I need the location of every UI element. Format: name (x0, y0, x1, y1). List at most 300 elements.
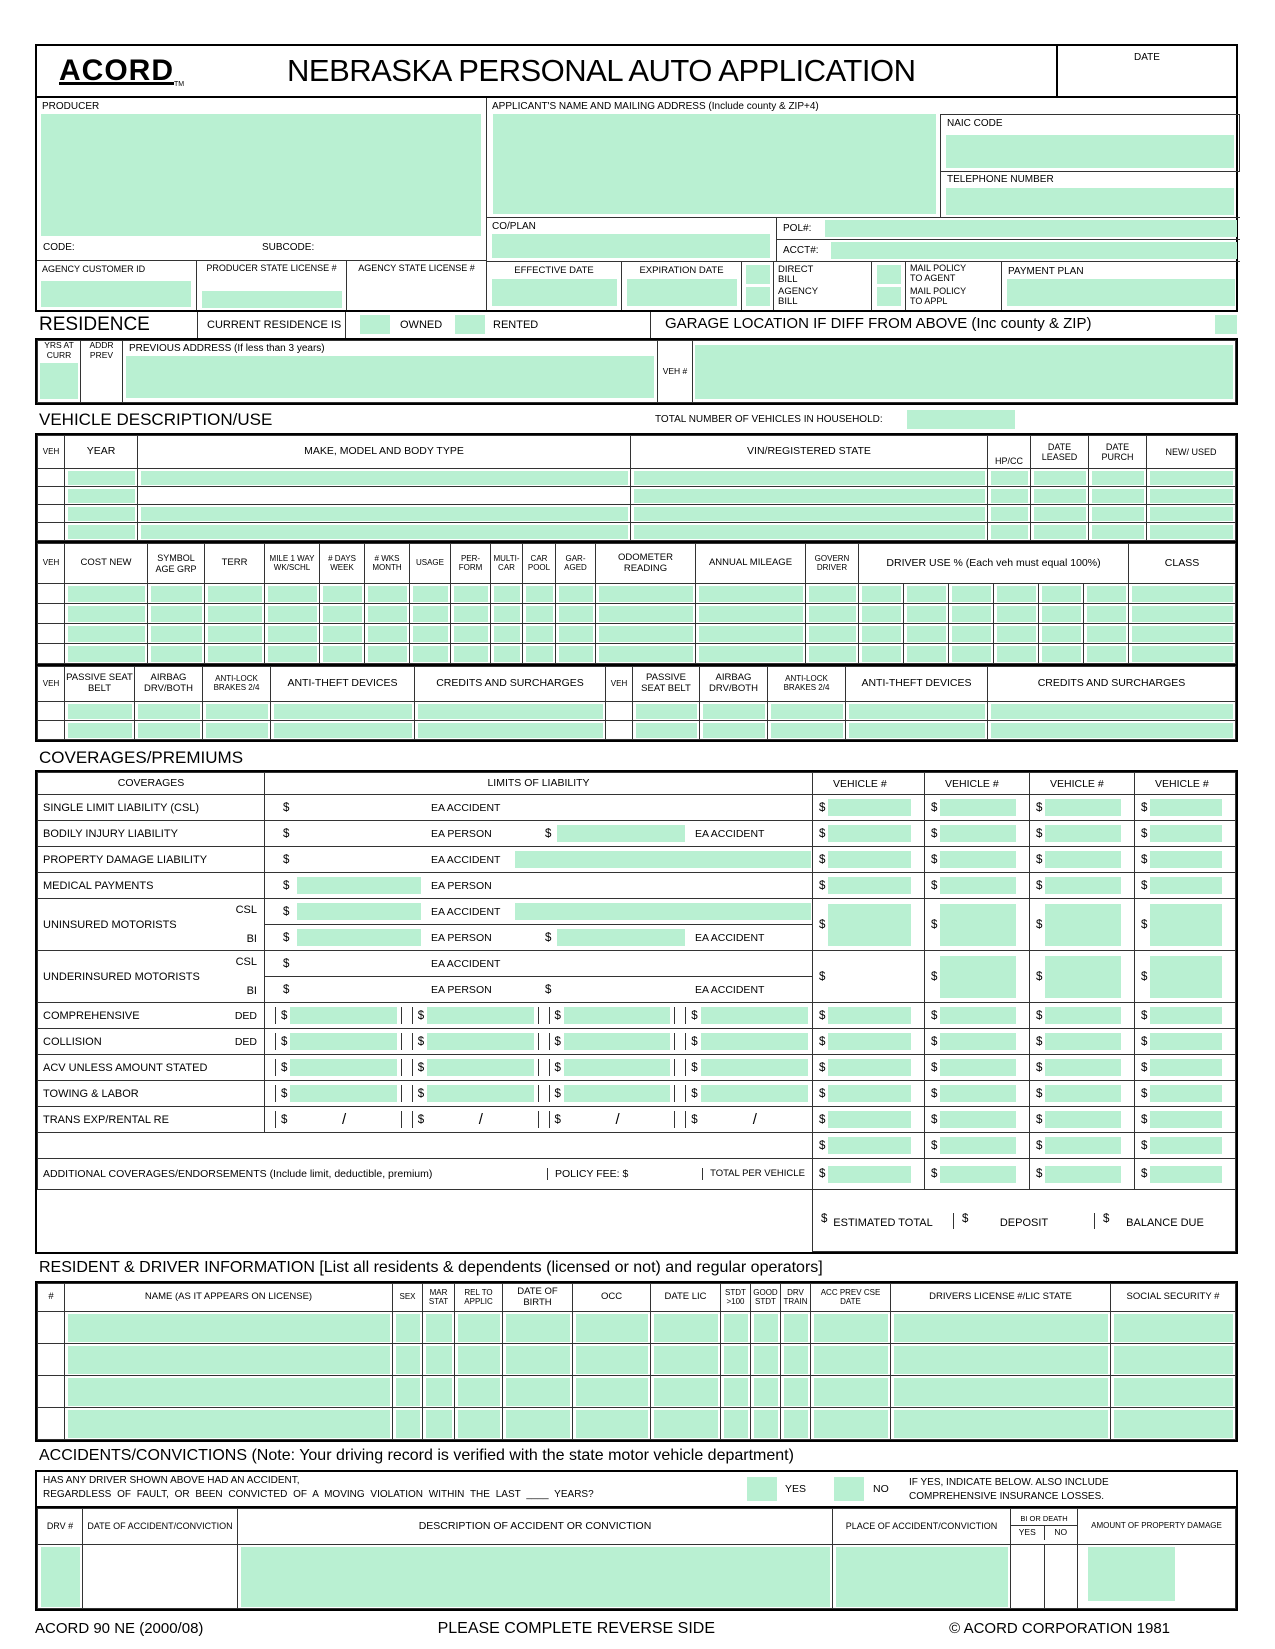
premium-cell[interactable] (925, 951, 1030, 1003)
input-cell[interactable] (1147, 523, 1236, 541)
premium-cell[interactable] (925, 1081, 1030, 1107)
input-cell[interactable] (290, 1007, 396, 1024)
input-cell[interactable] (721, 1344, 751, 1376)
input-cell[interactable] (633, 702, 700, 721)
input-cell[interactable] (828, 851, 911, 868)
input-cell[interactable] (556, 644, 596, 664)
input-cell[interactable] (631, 523, 988, 541)
input-cell[interactable] (427, 1007, 533, 1024)
input-cell[interactable] (1045, 1033, 1121, 1050)
input-cell[interactable] (811, 1344, 891, 1376)
input-cell[interactable] (768, 721, 846, 740)
input-cell[interactable] (1045, 1166, 1121, 1183)
input-cell[interactable] (988, 702, 1236, 721)
accident-date-cell[interactable] (83, 1545, 238, 1609)
prev-address-field[interactable] (126, 356, 654, 398)
input-cell[interactable] (523, 624, 556, 644)
premium-cell[interactable] (1030, 795, 1135, 821)
input-cell[interactable] (940, 1111, 1016, 1128)
premium-cell[interactable] (1135, 899, 1236, 951)
premium-cell[interactable] (813, 1029, 925, 1055)
input-cell[interactable] (988, 721, 1236, 740)
input-cell[interactable] (455, 1312, 503, 1344)
input-cell[interactable] (65, 469, 138, 487)
premium-cell[interactable] (1030, 873, 1135, 899)
input-cell[interactable] (503, 1408, 573, 1440)
premium-cell[interactable] (925, 795, 1030, 821)
input-cell[interactable] (393, 1408, 423, 1440)
input-cell[interactable] (65, 1312, 393, 1344)
input-cell[interactable] (455, 1376, 503, 1408)
ded-code-cell[interactable] (265, 1007, 276, 1024)
input-cell[interactable] (828, 1059, 911, 1076)
balance-due-cell[interactable] (1094, 1213, 1235, 1229)
input-cell[interactable] (265, 644, 320, 664)
input-cell[interactable] (828, 904, 911, 946)
input-cell[interactable] (1031, 523, 1089, 541)
input-cell[interactable] (265, 624, 320, 644)
input-cell[interactable] (451, 584, 491, 604)
input-cell[interactable] (415, 702, 606, 721)
input-cell[interactable] (891, 1344, 1111, 1376)
input-cell[interactable] (1084, 604, 1129, 624)
input-cell[interactable] (556, 604, 596, 624)
input-cell[interactable] (940, 1166, 1016, 1183)
input-cell[interactable] (135, 721, 203, 740)
input-cell[interactable] (1045, 877, 1121, 894)
input-cell[interactable] (994, 644, 1039, 664)
input-cell[interactable] (564, 1033, 670, 1050)
input-cell[interactable] (503, 1376, 573, 1408)
input-cell[interactable] (365, 604, 410, 624)
applicant-address-field[interactable] (493, 114, 936, 214)
input-cell[interactable] (811, 1376, 891, 1408)
input-cell[interactable] (940, 825, 1016, 842)
input-cell[interactable] (1129, 644, 1236, 664)
premium-cell[interactable] (1135, 795, 1236, 821)
input-cell[interactable] (410, 624, 451, 644)
input-cell[interactable] (781, 1376, 811, 1408)
input-cell[interactable] (751, 1344, 781, 1376)
input-cell[interactable] (904, 644, 949, 664)
premium-cell[interactable] (925, 873, 1030, 899)
input-cell[interactable] (1045, 956, 1121, 998)
premium-cell[interactable] (1135, 873, 1236, 899)
input-cell[interactable] (148, 644, 205, 664)
input-cell[interactable] (768, 702, 846, 721)
input-cell[interactable] (1111, 1408, 1236, 1440)
premium-cell[interactable] (813, 795, 925, 821)
direct-bill-checkbox[interactable] (746, 265, 770, 284)
ded-code-cell[interactable] (265, 1059, 276, 1076)
input-cell[interactable] (203, 721, 271, 740)
input-cell[interactable] (393, 1344, 423, 1376)
input-cell[interactable] (138, 487, 631, 505)
input-cell[interactable] (701, 1059, 808, 1076)
input-cell[interactable] (65, 1376, 393, 1408)
input-cell[interactable] (806, 624, 859, 644)
input-cell[interactable] (1045, 1085, 1121, 1102)
input-cell[interactable] (205, 624, 265, 644)
premium-cell[interactable] (1030, 899, 1135, 951)
input-cell[interactable] (631, 505, 988, 523)
co-plan-field[interactable] (492, 234, 770, 258)
input-cell[interactable] (65, 1344, 393, 1376)
input-cell[interactable] (1129, 624, 1236, 644)
input-cell[interactable] (1039, 624, 1084, 644)
input-cell[interactable] (904, 604, 949, 624)
ded-code-cell[interactable] (402, 1111, 413, 1128)
input-cell[interactable] (700, 702, 768, 721)
premium-cell[interactable] (813, 1107, 925, 1133)
ded-code-cell[interactable] (402, 1007, 413, 1024)
pol-number-field[interactable] (825, 220, 1237, 237)
input-cell[interactable] (148, 624, 205, 644)
input-cell[interactable] (1150, 1007, 1222, 1024)
premium-cell[interactable] (1030, 951, 1135, 1003)
input-cell[interactable] (1150, 1166, 1222, 1183)
input-cell[interactable] (828, 1007, 911, 1024)
ded-code-cell[interactable] (539, 1111, 550, 1128)
input-cell[interactable] (138, 469, 631, 487)
agency-customer-id-field[interactable] (41, 281, 191, 307)
premium-cell[interactable] (1135, 951, 1236, 1003)
ded-code-cell[interactable] (265, 1033, 276, 1050)
acct-number-field[interactable] (831, 242, 1237, 259)
input-cell[interactable] (427, 1033, 533, 1050)
input-cell[interactable] (423, 1408, 455, 1440)
input-cell[interactable] (65, 1408, 393, 1440)
input-cell[interactable] (423, 1376, 455, 1408)
input-cell[interactable] (651, 1408, 721, 1440)
input-cell[interactable] (721, 1376, 751, 1408)
input-cell[interactable] (1088, 1547, 1175, 1601)
premium-cell[interactable] (925, 899, 1030, 951)
premium-cell[interactable] (925, 1029, 1030, 1055)
input-cell[interactable] (781, 1344, 811, 1376)
payment-plan-field[interactable] (1007, 279, 1235, 306)
limit-field[interactable] (515, 851, 811, 868)
input-cell[interactable] (320, 644, 365, 664)
input-cell[interactable] (573, 1312, 651, 1344)
input-cell[interactable] (271, 721, 415, 740)
input-cell[interactable] (320, 604, 365, 624)
premium-cell[interactable] (813, 821, 925, 847)
input-cell[interactable] (573, 1376, 651, 1408)
input-cell[interactable] (940, 877, 1016, 894)
input-cell[interactable] (988, 523, 1031, 541)
limit-field[interactable] (515, 903, 811, 920)
input-cell[interactable] (940, 799, 1016, 816)
input-cell[interactable] (410, 604, 451, 624)
input-cell[interactable] (65, 721, 135, 740)
input-cell[interactable] (1084, 624, 1129, 644)
input-cell[interactable] (1084, 644, 1129, 664)
input-cell[interactable] (828, 1166, 911, 1183)
input-cell[interactable] (828, 825, 911, 842)
premium-cell[interactable] (813, 951, 925, 1003)
input-cell[interactable] (904, 624, 949, 644)
input-cell[interactable] (65, 604, 148, 624)
input-cell[interactable] (828, 1033, 911, 1050)
input-cell[interactable] (994, 624, 1039, 644)
input-cell[interactable] (940, 1085, 1016, 1102)
input-cell[interactable] (1039, 644, 1084, 664)
premium-cell[interactable] (1135, 1003, 1236, 1029)
input-cell[interactable] (781, 1312, 811, 1344)
total-vehicles-field[interactable] (907, 410, 1015, 429)
ded-code-cell[interactable] (402, 1059, 413, 1076)
input-cell[interactable] (721, 1408, 751, 1440)
input-cell[interactable] (148, 584, 205, 604)
input-cell[interactable] (701, 1007, 808, 1024)
ded-code-cell[interactable] (265, 1111, 276, 1128)
input-cell[interactable] (393, 1376, 423, 1408)
premium-cell[interactable] (1135, 821, 1236, 847)
ded-code-cell[interactable] (539, 1085, 550, 1102)
input-cell[interactable] (596, 624, 696, 644)
input-cell[interactable] (290, 1033, 396, 1050)
input-cell[interactable] (700, 721, 768, 740)
premium-cell[interactable] (1135, 1081, 1236, 1107)
blank-coverage-row[interactable] (38, 1133, 813, 1159)
premium-cell[interactable] (1030, 1055, 1135, 1081)
premium-cell[interactable] (813, 873, 925, 899)
input-cell[interactable] (806, 644, 859, 664)
input-cell[interactable] (828, 877, 911, 894)
input-cell[interactable] (573, 1408, 651, 1440)
input-cell[interactable] (393, 1312, 423, 1344)
input-cell[interactable] (696, 644, 806, 664)
premium-cell[interactable] (1135, 1159, 1236, 1190)
input-cell[interactable] (564, 1085, 670, 1102)
input-cell[interactable] (904, 584, 949, 604)
input-cell[interactable] (1045, 1111, 1121, 1128)
input-cell[interactable] (940, 851, 1016, 868)
input-cell[interactable] (455, 1408, 503, 1440)
property-damage-cell[interactable] (1078, 1545, 1236, 1609)
input-cell[interactable] (940, 1033, 1016, 1050)
input-cell[interactable] (1089, 487, 1147, 505)
premium-cell[interactable] (1030, 1133, 1135, 1159)
input-cell[interactable] (596, 604, 696, 624)
input-cell[interactable] (556, 584, 596, 604)
input-cell[interactable] (631, 469, 988, 487)
input-cell[interactable] (415, 721, 606, 740)
premium-cell[interactable] (1030, 1029, 1135, 1055)
producer-field[interactable] (41, 114, 481, 236)
input-cell[interactable] (203, 702, 271, 721)
input-cell[interactable] (451, 624, 491, 644)
input-cell[interactable] (423, 1344, 455, 1376)
effective-date-field[interactable] (492, 279, 617, 306)
input-cell[interactable] (994, 604, 1039, 624)
input-cell[interactable] (1150, 1137, 1222, 1154)
input-cell[interactable] (811, 1408, 891, 1440)
input-cell[interactable] (423, 1312, 455, 1344)
input-cell[interactable] (523, 604, 556, 624)
input-cell[interactable] (1111, 1312, 1236, 1344)
producer-license-field[interactable] (202, 291, 342, 308)
input-cell[interactable] (365, 644, 410, 664)
input-cell[interactable] (1129, 584, 1236, 604)
accident-no-checkbox[interactable] (834, 1477, 864, 1501)
input-cell[interactable] (1150, 904, 1222, 946)
input-cell[interactable] (491, 644, 523, 664)
input-cell[interactable] (564, 1059, 670, 1076)
agency-bill-checkbox[interactable] (746, 287, 770, 306)
input-cell[interactable] (828, 799, 911, 816)
input-cell[interactable] (290, 1059, 396, 1076)
input-cell[interactable] (503, 1312, 573, 1344)
input-cell[interactable] (265, 584, 320, 604)
input-cell[interactable] (1147, 487, 1236, 505)
input-cell[interactable] (205, 644, 265, 664)
input-cell[interactable] (65, 505, 138, 523)
garage-location-field[interactable] (695, 345, 1233, 399)
input-cell[interactable] (949, 584, 994, 604)
rented-checkbox[interactable] (455, 315, 485, 334)
premium-cell[interactable] (813, 1003, 925, 1029)
garage-checkbox[interactable] (1215, 315, 1237, 334)
input-cell[interactable] (721, 1312, 751, 1344)
input-cell[interactable] (1045, 851, 1121, 868)
limit-field[interactable] (557, 825, 685, 842)
input-cell[interactable] (891, 1312, 1111, 1344)
input-cell[interactable] (940, 1059, 1016, 1076)
naic-code-field[interactable] (946, 135, 1234, 168)
input-cell[interactable] (1150, 1111, 1222, 1128)
input-cell[interactable] (1150, 825, 1222, 842)
premium-cell[interactable] (813, 1159, 925, 1190)
input-cell[interactable] (1089, 469, 1147, 487)
premium-cell[interactable] (1030, 821, 1135, 847)
input-cell[interactable] (631, 487, 988, 505)
input-cell[interactable] (940, 904, 1016, 946)
input-cell[interactable] (1111, 1376, 1236, 1408)
input-cell[interactable] (940, 956, 1016, 998)
limit-field[interactable] (297, 877, 421, 894)
input-cell[interactable] (65, 702, 135, 721)
premium-cell[interactable] (813, 899, 925, 951)
input-cell[interactable] (523, 644, 556, 664)
input-cell[interactable] (806, 604, 859, 624)
yrs-at-curr-field[interactable] (40, 363, 78, 399)
accident-yes-checkbox[interactable] (747, 1477, 777, 1501)
input-cell[interactable] (940, 1137, 1016, 1154)
policy-fee-cell[interactable] (547, 1168, 702, 1180)
input-cell[interactable] (1045, 904, 1121, 946)
input-cell[interactable] (271, 702, 415, 721)
premium-cell[interactable] (1030, 1107, 1135, 1133)
expiration-date-field[interactable] (627, 279, 737, 306)
input-cell[interactable] (651, 1344, 721, 1376)
input-cell[interactable] (1150, 1033, 1222, 1050)
input-cell[interactable] (38, 1545, 83, 1609)
input-cell[interactable] (1031, 505, 1089, 523)
premium-cell[interactable] (925, 847, 1030, 873)
input-cell[interactable] (135, 702, 203, 721)
limit-field[interactable] (557, 929, 685, 946)
premium-cell[interactable] (1135, 847, 1236, 873)
input-cell[interactable] (1089, 505, 1147, 523)
input-cell[interactable] (491, 584, 523, 604)
premium-cell[interactable] (1030, 1081, 1135, 1107)
input-cell[interactable] (811, 1312, 891, 1344)
input-cell[interactable] (1031, 487, 1089, 505)
ded-code-cell[interactable] (402, 1085, 413, 1102)
input-cell[interactable] (205, 584, 265, 604)
input-cell[interactable] (696, 604, 806, 624)
input-cell[interactable] (1045, 1137, 1121, 1154)
premium-cell[interactable] (813, 847, 925, 873)
input-cell[interactable] (1045, 1059, 1121, 1076)
input-cell[interactable] (949, 644, 994, 664)
input-cell[interactable] (596, 584, 696, 604)
input-cell[interactable] (781, 1408, 811, 1440)
input-cell[interactable] (949, 604, 994, 624)
input-cell[interactable] (994, 584, 1039, 604)
input-cell[interactable] (491, 604, 523, 624)
input-cell[interactable] (238, 1545, 833, 1609)
input-cell[interactable] (1089, 523, 1147, 541)
input-cell[interactable] (427, 1059, 533, 1076)
ded-code-cell[interactable] (675, 1059, 686, 1076)
input-cell[interactable] (859, 584, 904, 604)
input-cell[interactable] (148, 604, 205, 624)
input-cell[interactable] (1084, 584, 1129, 604)
input-cell[interactable] (651, 1312, 721, 1344)
ded-code-cell[interactable] (539, 1007, 550, 1024)
input-cell[interactable] (833, 1545, 1011, 1609)
input-cell[interactable] (65, 487, 138, 505)
input-cell[interactable] (138, 523, 631, 541)
addr-prev-cell[interactable] (81, 341, 123, 403)
input-cell[interactable] (701, 1085, 808, 1102)
input-cell[interactable] (1150, 877, 1222, 894)
input-cell[interactable] (891, 1376, 1111, 1408)
input-cell[interactable] (1150, 1059, 1222, 1076)
premium-cell[interactable] (925, 821, 1030, 847)
ded-code-cell[interactable] (675, 1085, 686, 1102)
premium-cell[interactable] (1030, 1159, 1135, 1190)
input-cell[interactable] (696, 584, 806, 604)
input-cell[interactable] (320, 624, 365, 644)
premium-cell[interactable] (1135, 1133, 1236, 1159)
input-cell[interactable] (846, 721, 988, 740)
input-cell[interactable] (365, 624, 410, 644)
input-cell[interactable] (751, 1376, 781, 1408)
input-cell[interactable] (138, 505, 631, 523)
input-cell[interactable] (828, 1111, 911, 1128)
premium-cell[interactable] (813, 1055, 925, 1081)
premium-cell[interactable] (925, 1107, 1030, 1133)
input-cell[interactable] (1147, 505, 1236, 523)
mail-ag​ent-checkbox[interactable] (877, 265, 901, 284)
input-cell[interactable] (1150, 851, 1222, 868)
input-cell[interactable] (940, 1007, 1016, 1024)
input-cell[interactable] (65, 624, 148, 644)
input-cell[interactable] (410, 644, 451, 664)
input-cell[interactable] (556, 624, 596, 644)
premium-cell[interactable] (813, 1133, 925, 1159)
input-cell[interactable] (846, 702, 988, 721)
input-cell[interactable] (1150, 799, 1222, 816)
input-cell[interactable] (1045, 1007, 1121, 1024)
ded-code-cell[interactable] (539, 1033, 550, 1050)
input-cell[interactable] (806, 584, 859, 604)
input-cell[interactable] (701, 1033, 808, 1050)
